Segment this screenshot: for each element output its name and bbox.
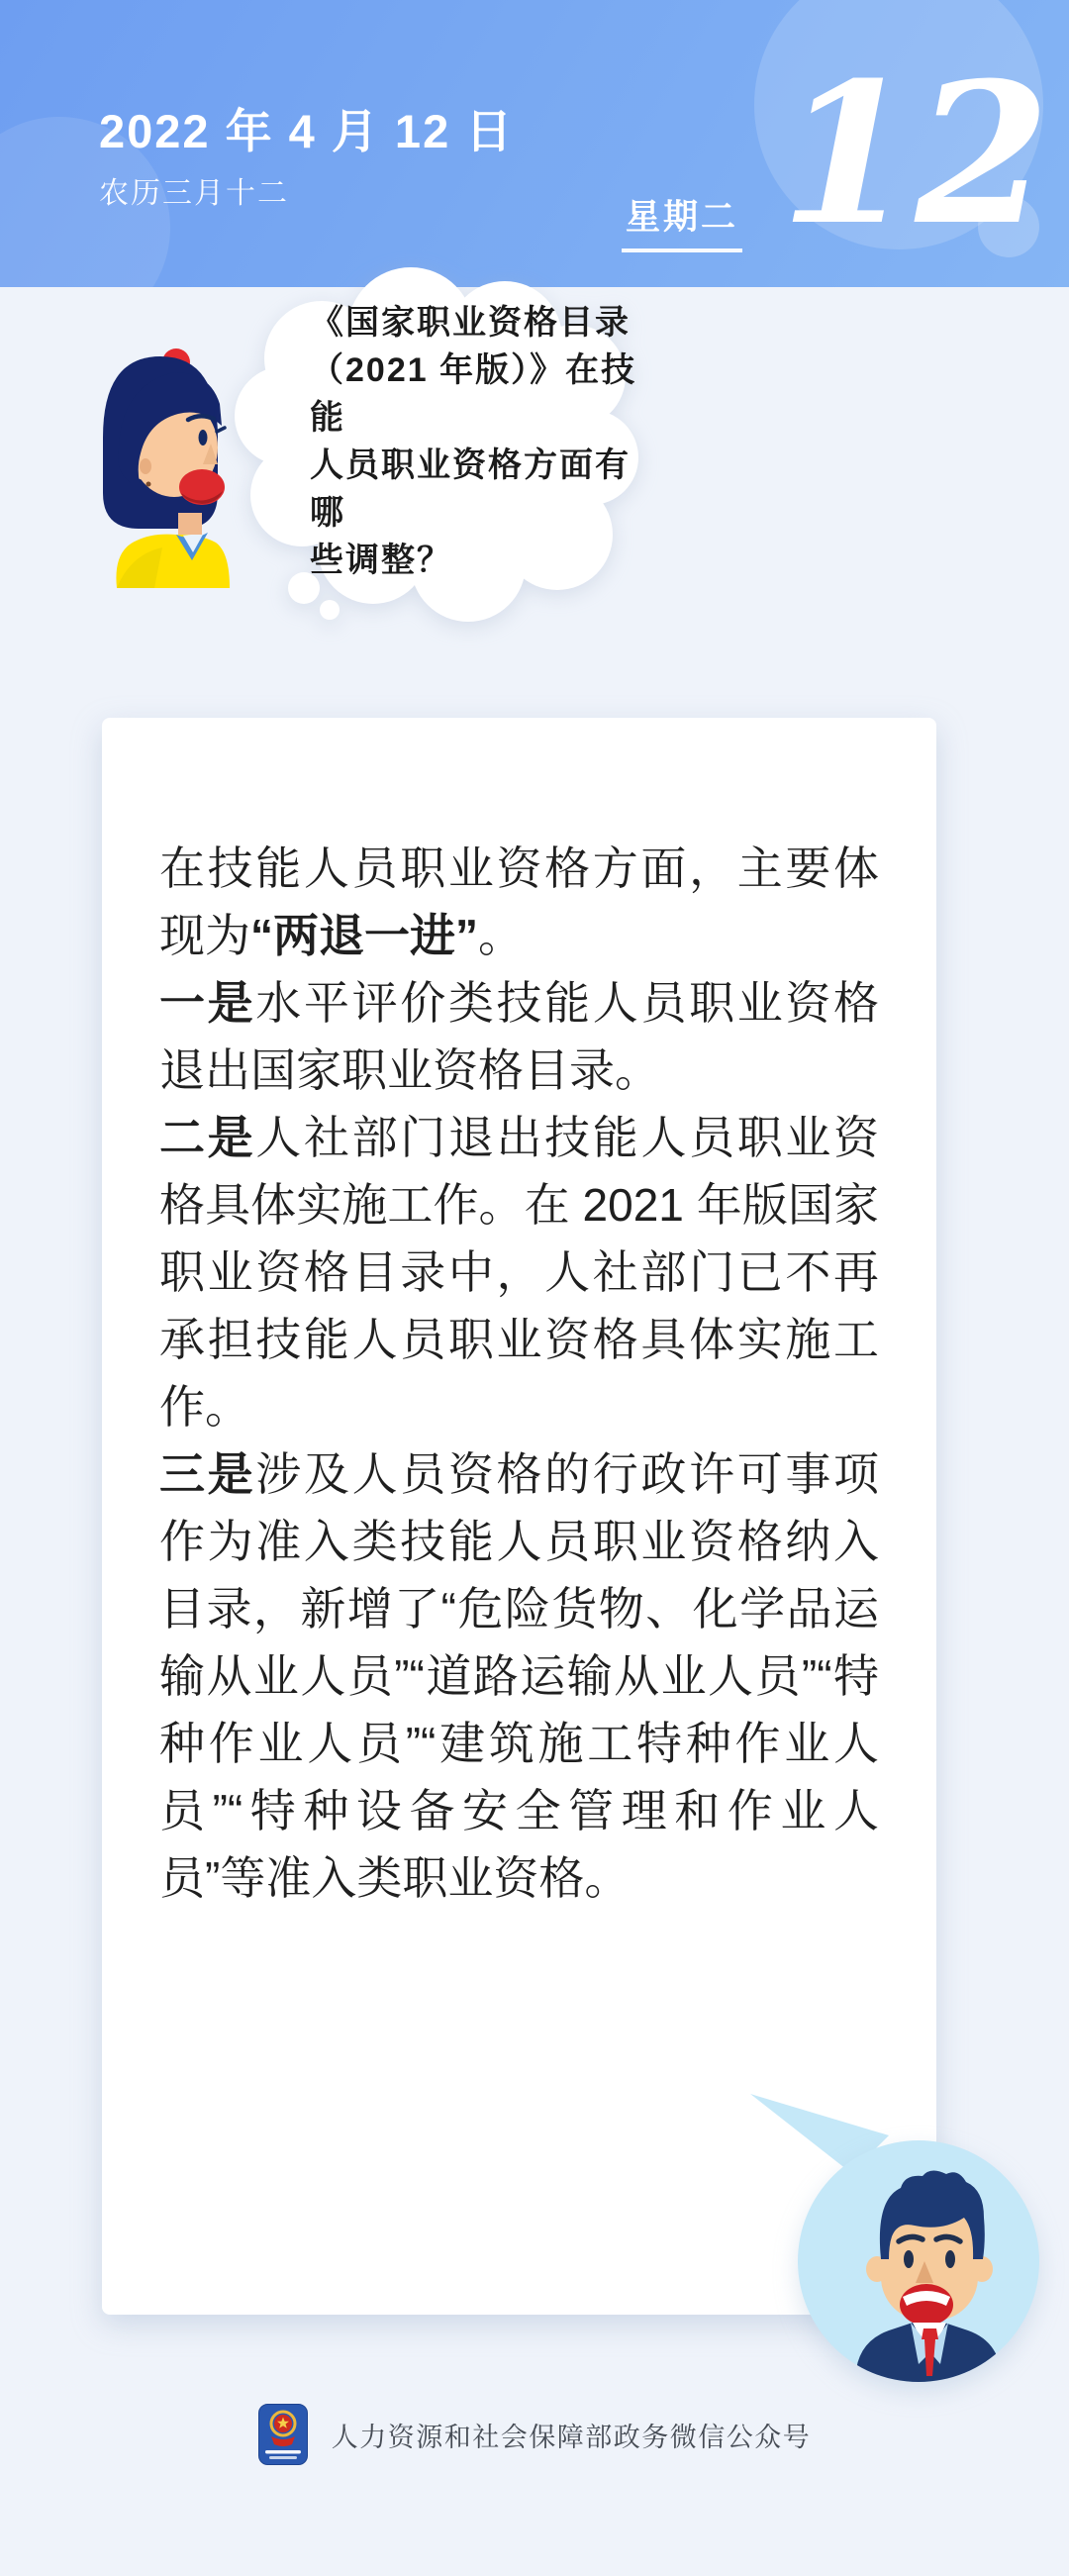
day-number: 12 [780, 41, 1050, 268]
answering-man-illustration [798, 2140, 1039, 2382]
man-cartoon-svg [798, 2140, 1039, 2382]
emphasized-text: “两退一进” [250, 910, 478, 961]
question-bubble-line: （2021 年版）》在技能 [310, 351, 637, 437]
emphasized-text: 一是 [159, 977, 256, 1029]
question-bubble-line: 《国家职业资格目录 [310, 304, 631, 342]
emphasized-text: 三是 [159, 1448, 256, 1500]
woman-cartoon-svg [91, 347, 230, 588]
card-paragraph [159, 1440, 879, 1912]
question-bubble-line: 些调整？ [310, 542, 452, 579]
footer-account-name: 人力资源和社会保障部政务微信公众号 [331, 2422, 812, 2452]
card-paragraph [159, 1104, 879, 1440]
question-bubble [223, 259, 638, 628]
emphasized-text: 二是 [159, 1112, 256, 1163]
body-text: 在技能人员职业资格方面，主要体现为 [159, 842, 879, 961]
body-text: 。 [478, 910, 524, 961]
card-paragraph [159, 835, 879, 969]
asking-woman-illustration [91, 347, 230, 588]
date-text: 2022 年 4 月 12 日 [99, 105, 515, 157]
weekday-text: 星期二 [622, 190, 742, 252]
lunar-date-text: 农历三月十二 [99, 177, 289, 210]
body-text: 水平评价类技能人员职业资格退出国家职业资格目录。 [159, 977, 880, 1096]
footer [0, 2404, 1069, 2465]
question-bubble-line: 人员职业资格方面有哪 [310, 446, 631, 532]
answer-text [159, 835, 879, 1912]
body-text: 涉及人员资格的行政许可事项作为准入类技能人员职业资格纳入目录，新增了“危险货物、化学品运输从业人员”“道路运输从业人员”“特种作业人员”“建筑施工特种作业人员”“特种设备安全管理和作业人员”等准入类职业资格。 [159, 1448, 880, 1904]
body-text: 人社部门退出技能人员职业资格具体实施工作。在 2021 年版国家职业资格目录中，人社部门已不再承担技能人员职业资格具体实施工作。 [159, 1112, 880, 1433]
date-header [0, 0, 1069, 287]
national-emblem-icon [258, 2404, 308, 2465]
question-text [310, 299, 638, 584]
card-paragraph [159, 969, 879, 1104]
